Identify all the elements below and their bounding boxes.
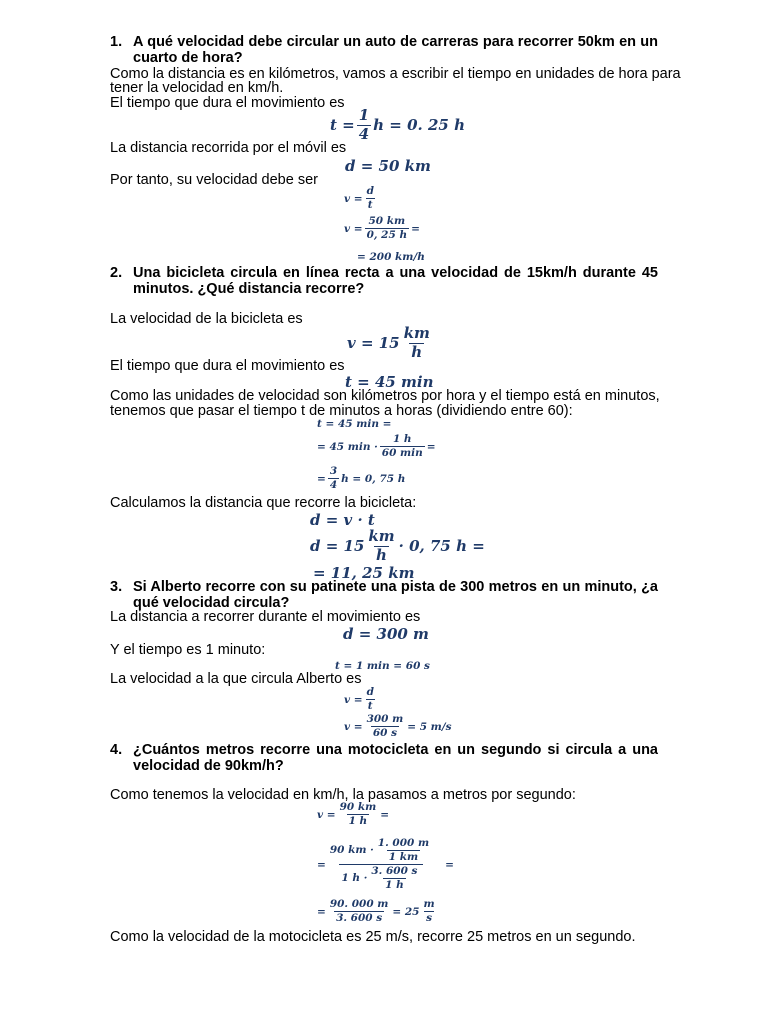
- q3-eq-velocity-sub: v = $\frac{300 m}{60 s}$ = 5 m/s: [344, 713, 452, 740]
- q2-time-text: El tiempo que dura el movimiento es: [110, 358, 345, 374]
- q2-eq-distance-sub: d = 15 $\frac{km}{h}$ · 0, 75 h =: [310, 527, 485, 564]
- q1-time-text: El tiempo que dura el movimiento es: [110, 95, 345, 111]
- q1-eq-velocity-formula: v = $\frac{d}{t}$: [344, 185, 374, 212]
- q2-vel-text: La velocidad de la bicicleta es: [110, 311, 303, 327]
- q4-final-text: Como la velocidad de la motocicleta es 25 m/s, recorre 25 metros en un segundo.: [110, 929, 636, 945]
- q1-dist-text: La distancia recorrida por el móvil es: [110, 140, 347, 156]
- question-3: [110, 579, 658, 611]
- question-text: ¿Cuántos metros recorre una motocicleta en un segundo si circula a una velocidad de 90km/h?: [133, 742, 658, 774]
- question-number: 3.: [110, 579, 123, 595]
- q3-vel-text: La velocidad a la que circula Alberto es: [110, 671, 362, 687]
- q3-eq-distance: d = 300 m: [343, 625, 429, 643]
- q4-eq-result: = $\frac{90. 000 m}{3. 600 s}$ = 25 $\frac{m}{s}$: [317, 898, 435, 925]
- question-number: 4.: [110, 742, 123, 758]
- question-number: 2.: [110, 265, 123, 281]
- q2-eq-conv-2: = 45 min · $\frac{1 h}{60 \min}$ =: [317, 433, 436, 460]
- q2-calc-text: Calculamos la distancia que recorre la bicicleta:: [110, 495, 417, 511]
- q2-eq-distance-result: = 11, 25 km: [313, 564, 415, 582]
- q1-text-a: Como la distancia es en kilómetros, vamos a escribir el tiempo en unidades de hora para: [110, 66, 681, 82]
- q1-eq-velocity-sub: v = $\frac{50 km}{0, 25 h}$ =: [344, 215, 420, 242]
- q2-eq-velocity: v = 15 $\frac{km}{h}$: [347, 324, 430, 361]
- q4-eq-velocity: v = $\frac{90 km}{1 h}$ =: [317, 801, 390, 828]
- q3-time-text: Y el tiempo es 1 minuto:: [110, 642, 266, 658]
- q3-eq-time: t = 1 min = 60 s: [335, 660, 430, 672]
- q1-eq-distance: d = 50 km: [345, 157, 431, 175]
- q1-eq-velocity-result: = 200 km/h: [357, 251, 425, 263]
- question-number: 1.: [110, 34, 123, 50]
- question-text: Una bicicleta circula en línea recta a una velocidad de 15km/h durante 45 minutos. ¿Qué distancia recorre?: [133, 265, 658, 297]
- q3-dist-text: La distancia a recorrer durante el movimiento es: [110, 609, 421, 625]
- q1-text-b: tener la velocidad en km/h.: [110, 80, 284, 96]
- q2-eq-conv-1: t = 45 min =: [317, 418, 392, 430]
- q2-text-b: tenemos que pasar el tiempo t de minutos a horas (dividiendo entre 60):: [110, 403, 573, 419]
- q2-eq-distance-formula: d = v · t: [310, 511, 375, 529]
- q2-eq-conv-3: = $\frac{3}{4}$ h = 0, 75 h: [317, 465, 406, 492]
- q1-eq-time: t = $\frac{1}{4}$ h = 0. 25 h: [330, 106, 465, 143]
- q1-vel-text: Por tanto, su velocidad debe ser: [110, 172, 318, 188]
- question-text: A qué velocidad debe circular un auto de carreras para recorrer 50km en un cuarto de hora?: [133, 34, 658, 66]
- q4-eq-conversion: = 90 km · $\frac{1. 000 m}{1 km}$ 1 h · $\frac{3. 600 s}{1 h}$ =: [317, 837, 454, 892]
- question-2: [110, 265, 658, 297]
- question-text: Si Alberto recorre con su patinete una pista de 300 metros en un minuto, ¿a qué velocidad circula?: [133, 579, 658, 611]
- question-4: [110, 742, 658, 774]
- q2-eq-time: t = 45 min: [345, 373, 434, 391]
- q4-conv-text: Como tenemos la velocidad en km/h, la pasamos a metros por segundo:: [110, 787, 576, 803]
- question-1: [110, 34, 658, 66]
- q2-text-a: Como las unidades de velocidad son kilómetros por hora y el tiempo está en minutos,: [110, 388, 660, 404]
- q3-eq-velocity-formula: v = $\frac{d}{t}$: [344, 686, 374, 713]
